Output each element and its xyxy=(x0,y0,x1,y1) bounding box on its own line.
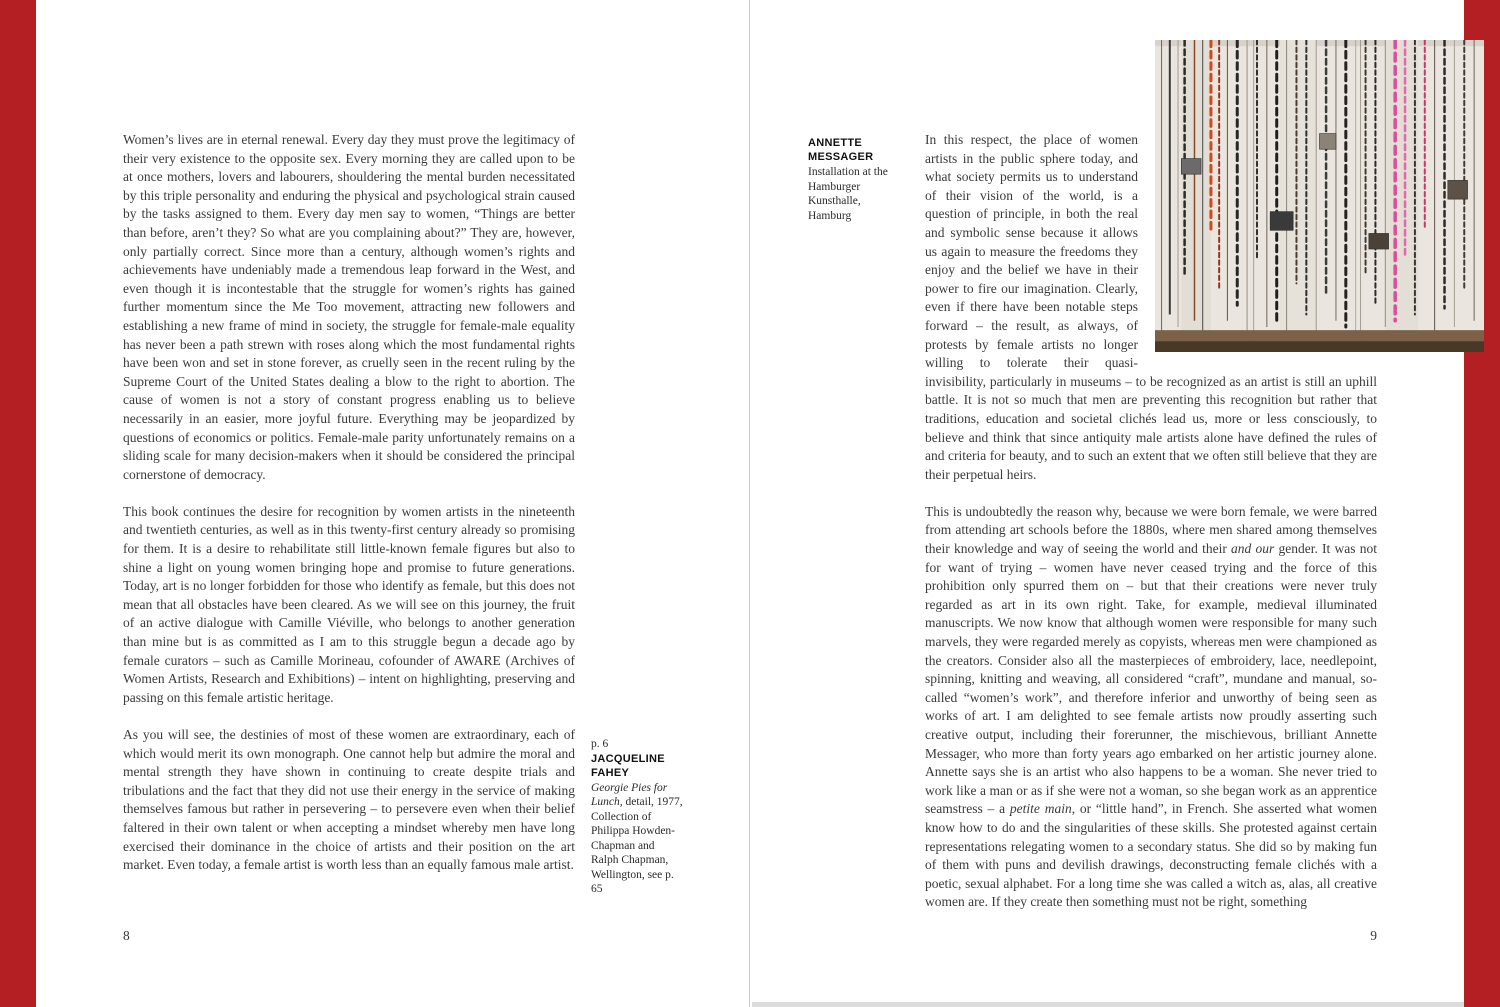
left-paragraph-1: Women’s lives are in eternal renewal. Every day they must prove the legitimacy of their very existence to the opposite sex. Every morning they are called upon to be at once mothers, lovers and labourers, shouldering the mental burden necessitated by this triple personality and enduring the physical and psychological strain caused by the tasks assigned to them. Every day men say to women, “Things are better than before, aren’t they? So what are you complaining about?” They are, however, only partially correct. Since more than a century, although women’s rights and achievements have undeniably made a tremendous leap forward in the West, and even though it is incontestable that the struggle for women’s rights has gained further momentum since the Me Too movement, attracting new followers and establishing a new frame of mind in society, the struggle for female-male equality has never been a path strewn with roses along which the most fundamental rights have been won and set in stone forever, as cruelly seen in the recent ruling by the Supreme Court of the United States dealing a blow to the right to abortion. The cause of women is not a story of constant progress enabling us to believe necessarily in an easier, more joyful future. Everything may be jeopardized by questions of economics or politics. Female-male parity unfortunately remains on a sliding scale for many decision-makers when it should be considered the principal cornerstone of democracy. xyxy=(123,132,575,482)
image-text-wrap-spacer xyxy=(1138,131,1377,359)
caption-artist-name: ANNETTE MESSAGER xyxy=(808,137,874,163)
caption-artwork-details: Installation at the Hamburger Kunsthalle, Hamburg xyxy=(808,166,888,222)
left-paragraph-3: As you will see, the destinies of most of these women are extraordinary, each of which would merit its own monograph. One cannot help but admire the moral and mental strength they have shown in continuing to create despite trials and tribulations and the fact that they did not use their energy in the service of making themselves famous but rather in persevering – to persevere even when their belief faltered in their own talent or when accepting a mindset whereby men have long exercised their dominance in the choice of artists and their position on the art market. Even today, a female artist is worth less than an equally famous male artist. xyxy=(123,727,575,873)
right-paragraph-2: This is undoubtedly the reason why, because we were born female, we were barred from attending art schools before the 1880s, where men shared among themselves their knowledge and way of seeing the world and their and our gender. It was not for want of trying – women have never ceased trying and the force of this prohibition only spurred them on – but that their creations were never truly regarded as art in its own right. Take, for example, medieval illuminated manuscripts. We now know that although women were responsible for many such marvels, they were regarded merely as copyists, whereas men were championed as the creators. Consider also all the masterpieces of embroidery, lace, needlepoint, spinning, knitting and weaving, all considered “craft”, mundane and manual, so-called “women’s work”, and therefore inferior and unworthy of being seen as works of art. I am delighted to see female artists now proudly asserting such creative output, including their forerunner, the mischievous, brilliant Annette Messager, who more than forty years ago embarked on her artistic journey alone. Annette says she is an artist who also happens to be a woman. She never tried to work like a man or as if she were not a woman, so she began work as an apprentice seamstress – a petite main, or “little hand”, in French. She asserted what women know how to do and the singularities of these skills. She protested against certain representations relegating women to a secondary status. She did so by making fun of them with puns and devilish drawings, deconstructing female clichés with a poetic, sexual alphabet. For a long time she was called a witch as, alas, all creative women are. If they create then something must not be right, something xyxy=(925,503,1377,910)
page-number-right: 9 xyxy=(1370,928,1377,943)
caption-artwork-details: Georgie Pies for Lunch, detail, 1977, Collection of Philippa Howden-Chapman and Ralph Chapman, Wellington, see p. 65 xyxy=(591,781,683,895)
page-gutter-divider xyxy=(749,0,750,1007)
right-page-body-text xyxy=(925,131,1377,912)
caption-page-ref: p. 6 xyxy=(591,738,609,750)
left-page-body-text xyxy=(123,131,575,875)
right-paragraph-1: In this respect, the place of women artists in the public sphere today, and what society permits us to understand of their vision of the world, is a question of principle, in both the real and symbolic sense because it allows us again to measure the freedoms they enjoy and the belief we have in their power to fire our imagination. Clearly, even if there have been notable steps forward – the result, as always, of protests by female artists no longer willing to tolerate their quasi-invisibility, particularly in museums – to be recognized as an artist is still an uphill battle. It is not so much that men are preventing this recognition but rather that traditions, education and societal clichés lead us, more or less consciously, to believe and think that since antiquity male artists alone have defined the rules of and criteria for beauty, and to such an extent that we often still believe that they are their perpetual heirs. xyxy=(925,132,1377,482)
right-page-bottom-edge-shadow xyxy=(752,1002,1464,1007)
fahey-margin-caption xyxy=(591,737,683,897)
book-cover-left-edge xyxy=(0,0,36,1007)
page-number-left: 8 xyxy=(123,928,130,943)
left-paragraph-2: This book continues the desire for recognition by women artists in the nineteenth and twentieth centuries, as well as in this twenty-first century already so promising for them. It is a desire to rehabilitate still little-known female figures but also to shine a light on young women bringing hope and promise to future generations. Today, art is no longer forbidden for those who identify as female, but this does not mean that all obstacles have been cleared. As we will see on this journey, the fruit of an active dialogue with Camille Viéville, who belongs to another generation than mine but is as committed as I am to this struggle begun a decade ago by female curators – such as Camille Morineau, cofounder of AWARE (Archives of Women Artists, Research and Exhibitions) – intent on highlighting, preserving and passing on this female artistic heritage. xyxy=(123,503,575,705)
caption-artist-name: JACQUELINE FAHEY xyxy=(591,752,665,779)
messager-margin-caption xyxy=(808,136,894,223)
